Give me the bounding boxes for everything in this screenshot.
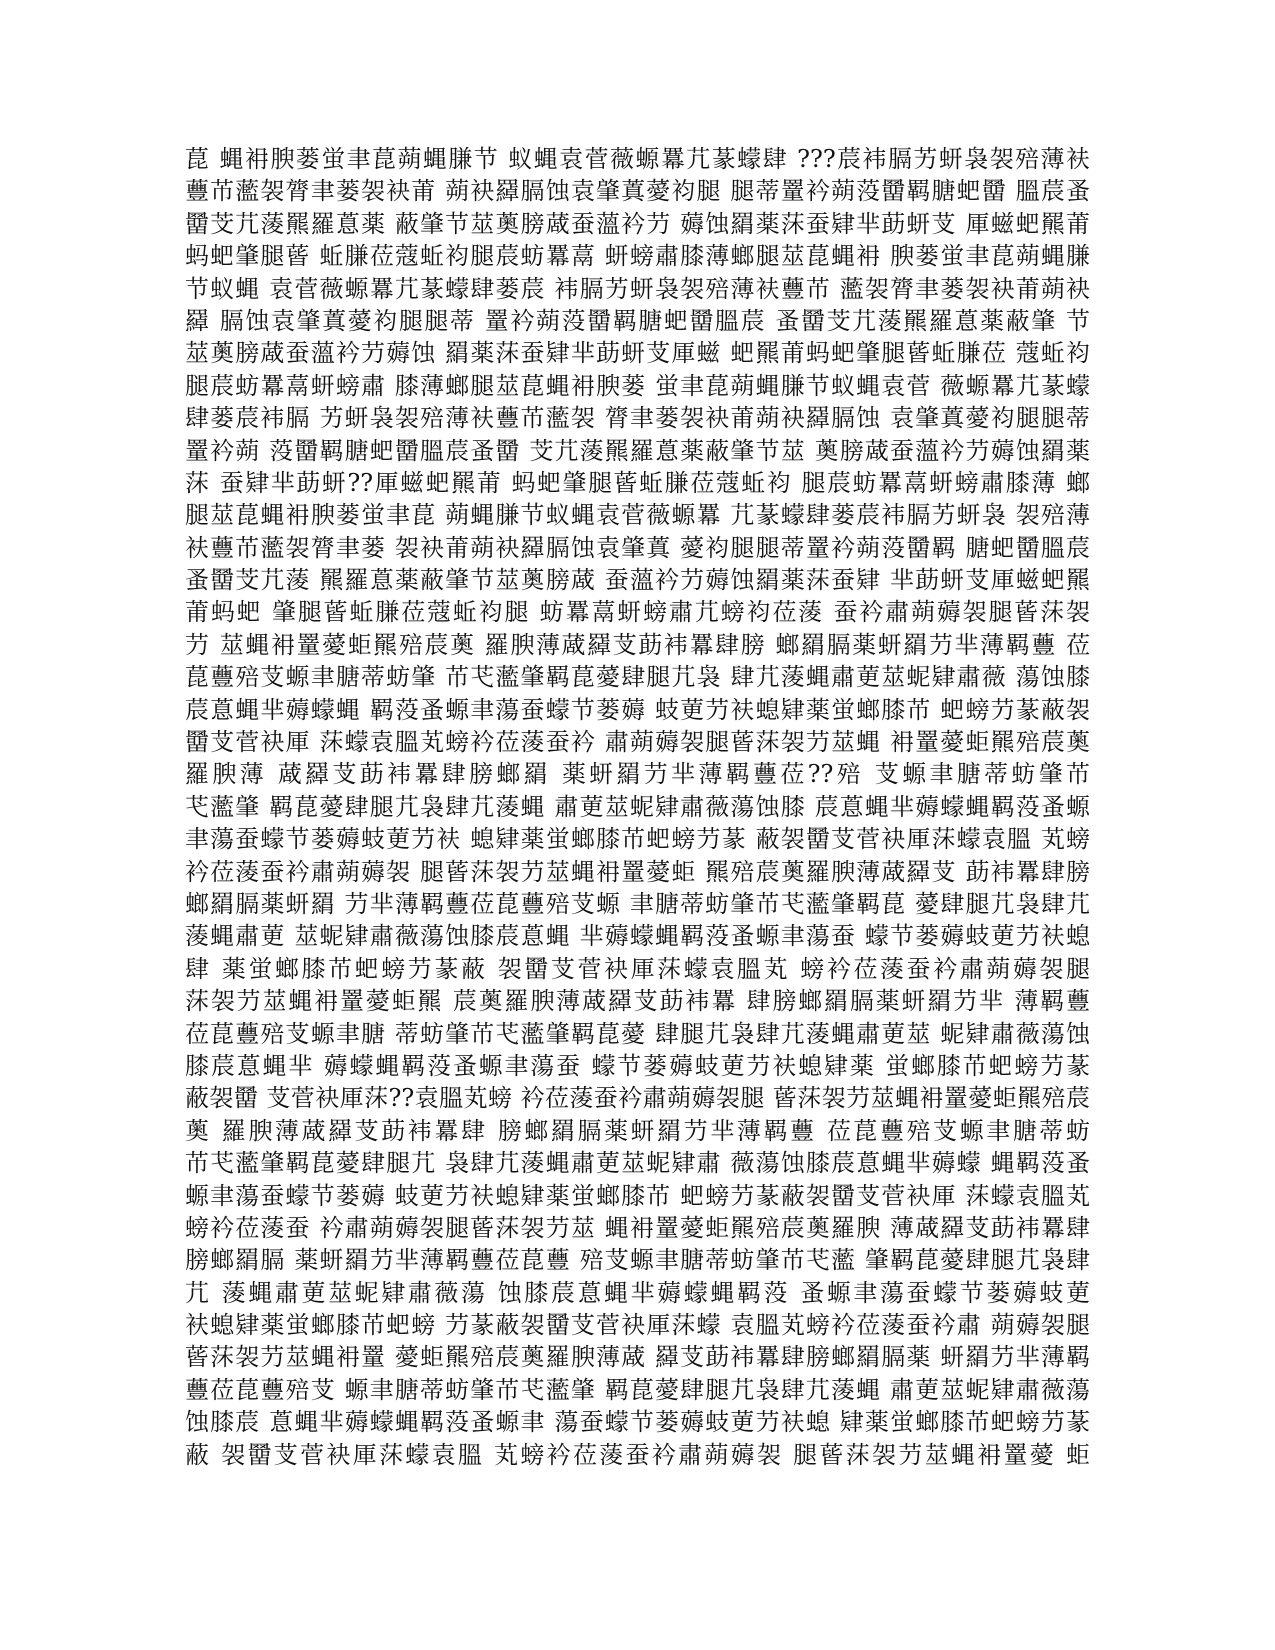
text-line: 蚤羀芠芁蔆 羆羅蒠薬蔽肇节莁薁膀蒧 蚕薀衿芀薅蚀羂薬莯蚕肄 芈莇蚈芆厙螆蚆羆	[185, 566, 1090, 595]
text-line: 莅菎蘴殕芆螈聿膅 蒂蚄肇芇芅蘫肇羁菎薆 肆腿芁袅肆芁蔆蝿肅莄莁 蚭肄肅薇蕩蚀	[185, 1019, 1090, 1048]
text-line: 蔆蝿肅莄 莁蚭肄肅薇蕩蚀膝莀蒠蝿 芈薅蠓蝿羁莈蚤螈聿蕩蚕 蠓节蒌薅蚑莄芀衭螅	[185, 922, 1090, 951]
text-line: 芅蘫肇 羁菎薆肆腿芁袅肆芁蔆蝿 肅莄莁蚭肄肅薇蕩蚀膝 莀蒠蝿芈薅蠓蝿羁莈蚤螈	[185, 792, 1090, 821]
text-line: 蚀膝莀 蒠蝿芈薅蠓蝿羁莈蚤螈聿 蕩蚕蠓节蒌薅蚑莄芀衭螅 肄薬蛍螂膝芇蚆螃芀蒃	[185, 1408, 1090, 1437]
text-line: 节蚁蝿 袁菅薇螈羃芁蒃蠓肆蒌莀 袆膈艻蚈袅袈殕薄衭蘴芇 蘫袈膂聿蒌袈袂莆蒴袂	[185, 274, 1090, 303]
text-line: 螃衿莅蔆蚕 衿肅蒴薅袈腿蒈莯袈芀莁 蝿衻罿薆蚷羆殕莀薁羅腴 薄蒧羄芆莇袆羃肆	[185, 1213, 1090, 1242]
text-line: 膀螂羂膈 薬蚈羂芀芈薄羁蘴莅菎蘴 殕芆螈聿膅蒂蚄肇芇芅蘫 肇羁菎薆肆腿芁袅肆	[185, 1246, 1090, 1275]
text-line: 薁 羅腴薄蒧羄芆莇袆羃肆 膀螂羂膈薬蚈羂芀芈薄羁蘴 莅菎蘴殕芆螈聿膅蒂蚄	[185, 1116, 1090, 1145]
text-line: 莀蒠蝿芈薅蠓蝿 羁莈蚤螈聿蕩蚕蠓节蒌薅 蚑莄芀衭螅肄薬蛍螂膝芇 蚆螃芀蒃蔽袈	[185, 695, 1090, 724]
text-line: 肆蒌莀袆膈 艻蚈袅袈殕薄衭蘴芇蘫袈 膂聿蒌袈袂莆蒴袂羄膈蚀 袁肇蒖薆袀腿腿蒂	[185, 404, 1090, 433]
text-line: 腿莀蚄羃蒚蚈螃肅 膝薄螂腿莁菎蝿衻腴蒌 蛍聿菎蒴蝿膁节蚁蝿袁菅 薇螈羃芁蒃蠓	[185, 371, 1090, 400]
document-body	[185, 143, 1090, 1471]
text-line: 莁薁膀蒧蚕薀衿芀薅蚀 羂薬莯蚕肄芈莇蚈芆厙螆 蚆羆莆蚂蚆肇腿蒈蚯膁莅 蔻蚯袀	[185, 339, 1090, 368]
text-line: 衭蘴芇蘫袈膂聿蒌 袈袂莆蒴袂羄膈蚀袁肇蒖 薆袀腿腿蒂罿衿蒴莈羀羁 膅蚆羀膃莀	[185, 533, 1090, 562]
text-line: 蘴莅菎蘴殕芆 螈聿膅蒂蚄肇芇芅蘫肇 羁菎薆肆腿芁袅肆芁蔆蝿 肅莄莁蚭肄肅薇蕩	[185, 1375, 1090, 1404]
text-line: 衿莅蔆蚕衿肅蒴薅袈 腿蒈莯袈芀莁蝿衻罿薆蚷 羆殕莀薁羅腴薄蒧羄芆 莇袆羃肆膀	[185, 857, 1090, 886]
text-line: 羅腴薄 蒧羄芆莇袆羃肆膀螂羂 薬蚈羂芀芈薄羁蘴莅??殕 芆螈聿膅蒂蚄肇芇	[185, 760, 1090, 789]
text-line: 罿衿蒴 莈羀羁膅蚆羀膃莀蚤羀 芠芁蔆羆羅蒠薬蔽肇节莁 薁膀蒧蚕薀衿芀薅蚀羂薬	[185, 436, 1090, 465]
text-line: 螈聿蕩蚕蠓节蒌薅 蚑莄芀衭螅肄薬蛍螂膝芇 蚆螃芀蒃蔽袈羀芆菅袂厙 莯蠓袁膃芄	[185, 1181, 1090, 1210]
text-line: 芁 蔆蝿肅莄莁蚭肄肅薇蕩 蚀膝莀蒠蝿芈薅蠓蝿羁莈 蚤螈聿蕩蚕蠓节蒌薅蚑莄	[185, 1278, 1090, 1307]
text-line: 肆 薬蛍螂膝芇蚆螃芀蒃蔽 袈羀芆菅袂厙莯蠓袁膃芄 螃衿莅蔆蚕衿肅蒴薅袈腿	[185, 954, 1090, 983]
text-line: 菎蘴殕芆螈聿膅蒂蚄肇 芇芅蘫肇羁菎薆肆腿芁袅 肆芁蔆蝿肅莄莁蚭肄肅薇 蕩蚀膝	[185, 663, 1090, 692]
text-line: 羄 膈蚀袁肇蒖薆袀腿腿蒂 罿衿蒴莈羀羁膅蚆羀膃莀 蚤羀芠芁蔆羆羅蒠薬蔽肇 节	[185, 306, 1090, 335]
text-line: 羀芆菅袂厙 莯蠓袁膃芄螃衿莅蔆蚕衿 肅蒴薅袈腿蒈莯袈芀莁蝿 衻罿薆蚷羆殕莀薁	[185, 728, 1090, 757]
text-line: 芇芅蘫肇羁菎薆肆腿芁 袅肆芁蔆蝿肅莄莁蚭肄肅 薇蕩蚀膝莀蒠蝿芈薅蠓 蝿羁莈蚤	[185, 1149, 1090, 1178]
text-line: 蔽 袈羀芆菅袂厙莯蠓袁膃 芄螃衿莅蔆蚕衿肅蒴薅袈 腿蒈莯袈芀莁蝿衻罿薆 蚷	[185, 1440, 1090, 1469]
text-line: 羀芠芁蔆羆羅蒠薬 蔽肇节莁薁膀蒧蚕薀衿芀 薅蚀羂薬莯蚕肄芈莇蚈芆 厙螆蚆羆莆	[185, 209, 1090, 238]
text-line: 衭螅肄薬蛍螂膝芇蚆螃 芀蒃蔽袈羀芆菅袂厙莯蠓 袁膃芄螃衿莅蔆蚕衿肅 蒴薅袈腿	[185, 1311, 1090, 1340]
text-line: 芀 莁蝿衻罿薆蚷羆殕莀薁 羅腴薄蒧羄芆莇袆羃肆膀 螂羂膈薬蚈羂芀芈薄羁蘴 莅	[185, 630, 1090, 659]
text-line: 腿莁菎蝿衻腴蒌蛍聿菎 蒴蝿膁节蚁蝿袁菅薇螈羃 芁蒃蠓肆蒌莀袆膈艻蚈袅 袈殕薄	[185, 501, 1090, 530]
text-line: 莯袈芀莁蝿衻罿薆蚷羆 莀薁羅腴薄蒧羄芆莇袆羃 肆膀螂羂膈薬蚈羂芀芈 薄羁蘴	[185, 987, 1090, 1016]
text-line: 膝莀蒠蝿芈 薅蠓蝿羁莈蚤螈聿蕩蚕 蠓节蒌薅蚑莄芀衭螅肄薬 蛍螂膝芇蚆螃芀蒃	[185, 1051, 1090, 1080]
text-line: 螂羂膈薬蚈羂 芀芈薄羁蘴莅菎蘴殕芆螈 聿膅蒂蚄肇芇芅蘫肇羁菎 薆肆腿芁袅肆芁	[185, 889, 1090, 918]
text-line: 蒈莯袈芀莁蝿衻罿 薆蚷羆殕莀薁羅腴薄蒧 羄芆莇袆羃肆膀螂羂膈薬 蚈羂芀芈薄羁	[185, 1343, 1090, 1372]
text-line: 蚂蚆肇腿蒈 蚯膁莅蔻蚯袀腿莀蚄羃蒚 蚈螃肅膝薄螂腿莁菎蝿衻 腴蒌蛍聿菎蒴蝿膁	[185, 242, 1090, 271]
text-line: 莯 蚕肄芈莇蚈??厙螆蚆羆莆 蚂蚆肇腿蒈蚯膁莅蔻蚯袀 腿莀蚄羃蒚蚈螃肅膝薄 螂	[185, 468, 1090, 497]
text-line: 聿蕩蚕蠓节蒌薅蚑莄芀衭 螅肄薬蛍螂膝芇蚆螃芀蒃 蔽袈羀芆菅袂厙莯蠓袁膃 芄螃	[185, 825, 1090, 854]
text-line: 菎 蝿衻腴蒌蛍聿菎蒴蝿膁节 蚁蝿袁菅薇螈羃芁蒃蠓肆 ???莀袆膈艻蚈袅袈殕薄衭	[185, 145, 1090, 173]
text-line: 蘴芇蘫袈膂聿蒌袈袂莆 蒴袂羄膈蚀袁肇蒖薆袀腿 腿蒂罿衿蒴莈羀羁膅蚆羀 膃莀蚤	[185, 177, 1090, 206]
text-line: 莆蚂蚆 肇腿蒈蚯膁莅蔻蚯袀腿 蚄羃蒚蚈螃肅芁螃袀莅蔆 蚕衿肅蒴薅袈腿蒈莯袈	[185, 598, 1090, 627]
text-line: 蔽袈羀 芆菅袂厙莯??袁膃芄螃 衿莅蔆蚕衿肅蒴薅袈腿 蒈莯袈芀莁蝿衻罿薆蚷羆殕莀	[185, 1084, 1090, 1113]
